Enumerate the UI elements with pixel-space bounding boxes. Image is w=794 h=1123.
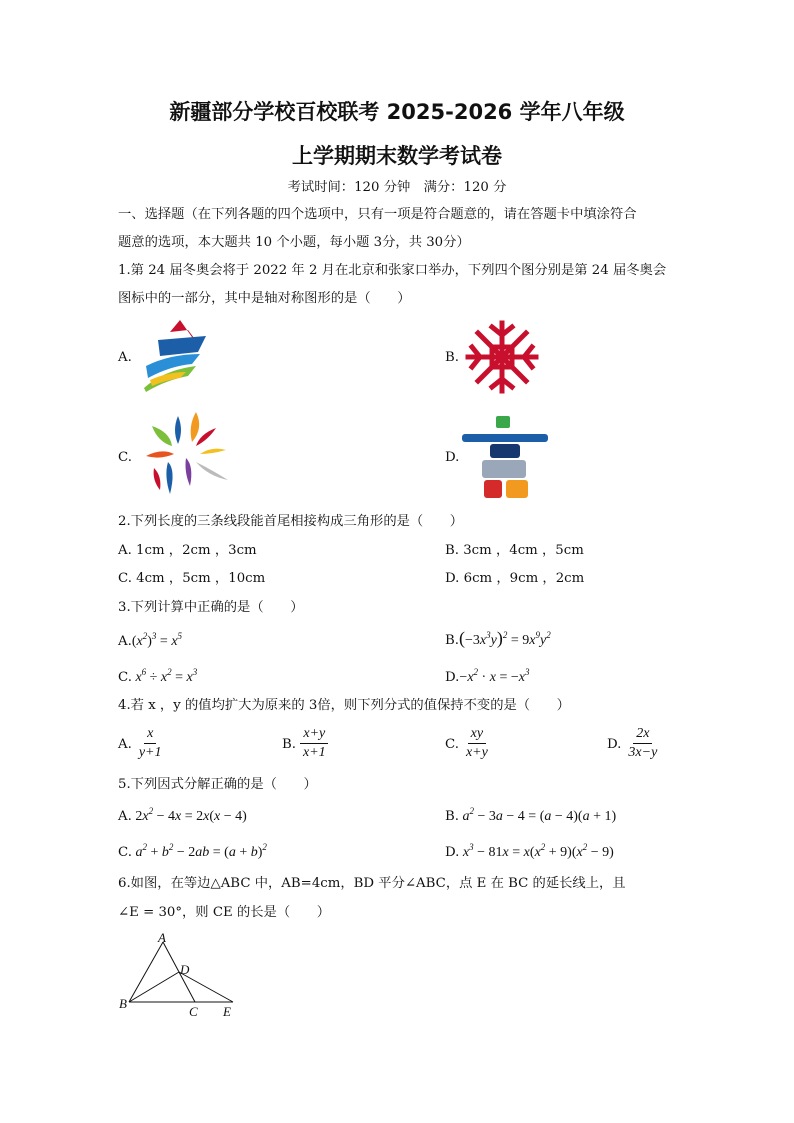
triangle-figure — [116, 930, 240, 1020]
vertex-a-label: A — [158, 930, 166, 945]
q4-option-c: C. $\frac{xy}{x+y}$ — [445, 726, 488, 760]
q5-option-a: A. $2x^2 - 4x = 2x(x - 4)$ — [118, 806, 247, 824]
q2-option-c: C. 4cm ，5cm ，10cm — [118, 571, 266, 586]
q3-option-b: $B.(-3x^3y)^2 = 9x^9y^2$ — [445, 628, 551, 648]
q2-option-d: D. 6cm ，9cm ，2cm — [445, 571, 585, 586]
q4-option-d: D. $\frac{2x}{3x-y}$ — [607, 726, 658, 760]
q1-option-d-label: D. — [445, 450, 460, 465]
q4-option-a: A. $\frac{x}{y+1}$ — [118, 726, 162, 760]
q5-option-d: D. $x^3 - 81x = x(x^2 + 9)(x^2 - 9)$ — [445, 842, 614, 860]
q3-option-c: C. $x^6 \div x^2 = x^3$ — [118, 667, 198, 685]
q6-stem-line2: ∠E = 30°，则 CE 的长是（ ） — [118, 905, 331, 920]
q3-option-a: $A.(x^2)^3 = x^5$ — [118, 631, 183, 649]
q5-option-b: B. $a^2 - 3a - 4 = (a - 4)(a + 1)$ — [445, 806, 617, 824]
snowflake-b-image — [462, 317, 542, 397]
vertex-b-label: B — [119, 996, 127, 1011]
q2-option-b: B. 3cm ，4cm ，5cm — [445, 543, 584, 558]
q2-stem: 2.下列长度的三条线段能首尾相接构成三角形的是（ ） — [118, 514, 464, 529]
vertex-c-label: C — [189, 1004, 198, 1019]
exam-title-line2: 上学期期末数学考试卷 — [292, 144, 502, 168]
q5-option-c: C. $a^2 + b^2 - 2ab = (a + b)^2$ — [118, 842, 267, 860]
q2-option-a: A. 1cm ，2cm ，3cm — [118, 543, 257, 558]
logo-a-image — [140, 318, 214, 394]
q1-option-a-label: A. — [118, 350, 132, 365]
q1-option-c-label: C. — [118, 450, 132, 465]
vertex-d-label: D — [180, 962, 190, 977]
q1-option-b-label: B. — [445, 350, 459, 365]
q4-stem: 4.若 x ，y 的值均扩大为原来的 3倍，则下列分式的值保持不变的是（ ） — [118, 698, 570, 713]
q4-option-b: B. $\frac{x+y}{x+1}$ — [282, 726, 329, 761]
inukshuk-d-image — [460, 414, 550, 502]
q1-stem-line2: 图标中的一部分，其中是轴对称图形的是（ ） — [118, 291, 411, 306]
exam-info: 考试时间：120 分钟 满分：120 分 — [287, 180, 507, 195]
torch-c-image — [138, 410, 234, 502]
vertex-e-label: E — [223, 1004, 231, 1019]
section-intro-line1: 一、选择题（在下列各题的四个选项中，只有一项是符合题意的，请在答题卡中填涂符合 — [118, 207, 637, 222]
q6-stem-line1: 6.如图，在等边△ABC 中，AB=4cm，BD 平分∠ABC，点 E 在 BC 的延长线上，且 — [118, 876, 626, 891]
q3-option-d: $D.-x^2 \cdot x = -x^3$ — [445, 667, 530, 685]
section-intro-line2: 题意的选项，本大题共 10 个小题，每小题 3分，共 30分） — [118, 235, 470, 250]
exam-title-line1: 新疆部分学校百校联考 2025-2026 学年八年级 — [169, 100, 625, 124]
q1-stem-line1: 1.第 24 届冬奥会将于 2022 年 2 月在北京和张家口举办，下列四个图分别是第 24 届冬奥会 — [118, 263, 667, 278]
q3-stem: 3.下列计算中正确的是（ ） — [118, 600, 304, 615]
q5-stem: 5.下列因式分解正确的是（ ） — [118, 777, 317, 792]
